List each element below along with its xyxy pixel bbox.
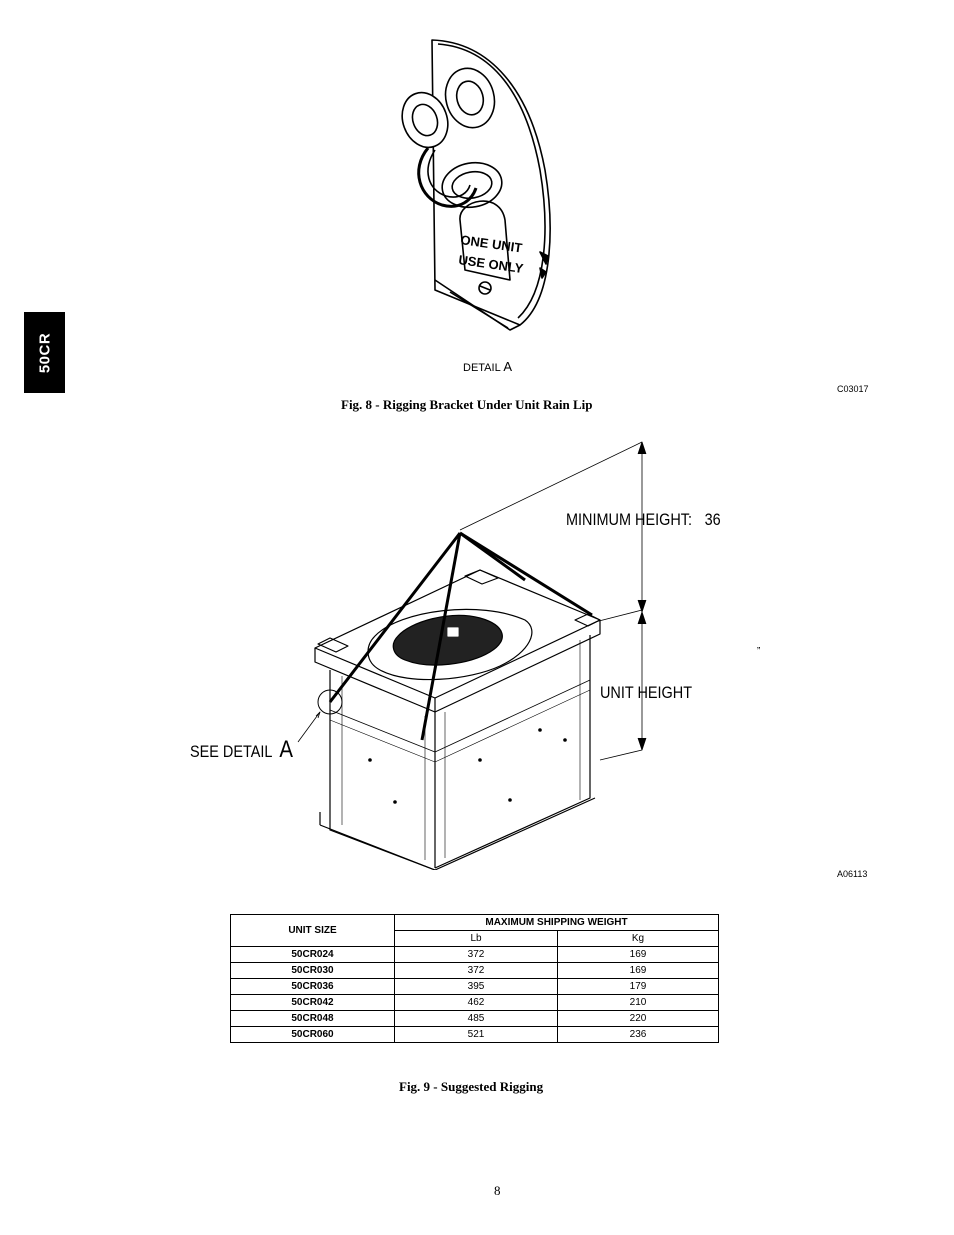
see-detail-letter: A — [279, 736, 293, 763]
table-row — [231, 947, 719, 963]
lb-cell: 462 — [395, 995, 558, 1011]
see-detail-label — [190, 736, 293, 764]
lb-header: Lb — [395, 931, 558, 947]
lb-cell: 521 — [395, 1027, 558, 1043]
unit-size-cell: 50CR030 — [231, 963, 395, 979]
kg-cell: 220 — [558, 1011, 719, 1027]
lb-cell: 395 — [395, 979, 558, 995]
figure-8-code: C03017 — [837, 384, 869, 394]
figure-9-code: A06113 — [837, 869, 868, 879]
detail-label-text: DETAIL — [463, 362, 501, 374]
kg-cell: 210 — [558, 995, 719, 1011]
suggested-rigging-drawing — [180, 430, 720, 870]
kg-cell: 236 — [558, 1027, 719, 1043]
figure-8-caption: Fig. 8 - Rigging Bracket Under Unit Rain Lip — [341, 397, 593, 412]
max-weight-header: MAXIMUM SHIPPING WEIGHT — [395, 915, 719, 931]
table-row — [231, 995, 719, 1011]
bracket-stamp-line2: USE ONLY — [457, 252, 525, 277]
rigging-bracket-drawing — [380, 30, 560, 340]
unit-size-cell: 50CR036 — [231, 979, 395, 995]
lb-cell: 372 — [395, 963, 558, 979]
kg-header: Kg — [558, 931, 719, 947]
lb-cell: 485 — [395, 1011, 558, 1027]
unit-size-cell: 50CR048 — [231, 1011, 395, 1027]
unit-size-cell: 50CR060 — [231, 1027, 395, 1043]
kg-cell: 169 — [558, 963, 719, 979]
table-row — [231, 979, 719, 995]
detail-letter: A — [503, 359, 513, 374]
unit-size-cell: 50CR024 — [231, 947, 395, 963]
table-header-row — [231, 915, 719, 931]
unit-size-cell: 50CR042 — [231, 995, 395, 1011]
table-row — [231, 1011, 719, 1027]
minimum-height-text: MINIMUM HEIGHT: — [566, 510, 693, 529]
see-detail-text: SEE DETAIL — [190, 742, 272, 761]
kg-cell: 179 — [558, 979, 719, 995]
page-number: 8 — [494, 1183, 501, 1198]
minimum-height-label — [566, 510, 721, 530]
table-row — [231, 963, 719, 979]
lb-cell: 372 — [395, 947, 558, 963]
shipping-weight-table — [230, 914, 719, 1043]
detail-a-label — [463, 359, 512, 374]
side-tab — [24, 312, 65, 393]
inch-mark: ” — [757, 646, 761, 657]
minimum-height-value: 36 — [704, 510, 721, 529]
figure-9-caption: Fig. 9 - Suggested Rigging — [399, 1079, 544, 1094]
table-row — [231, 1027, 719, 1043]
kg-cell: 169 — [558, 947, 719, 963]
unit-height-label: UNIT HEIGHT — [600, 683, 693, 702]
bracket-stamp-line1: ONE UNIT — [459, 232, 524, 256]
side-tab-label: 50CR — [36, 332, 53, 373]
unit-size-header: UNIT SIZE — [231, 915, 395, 947]
